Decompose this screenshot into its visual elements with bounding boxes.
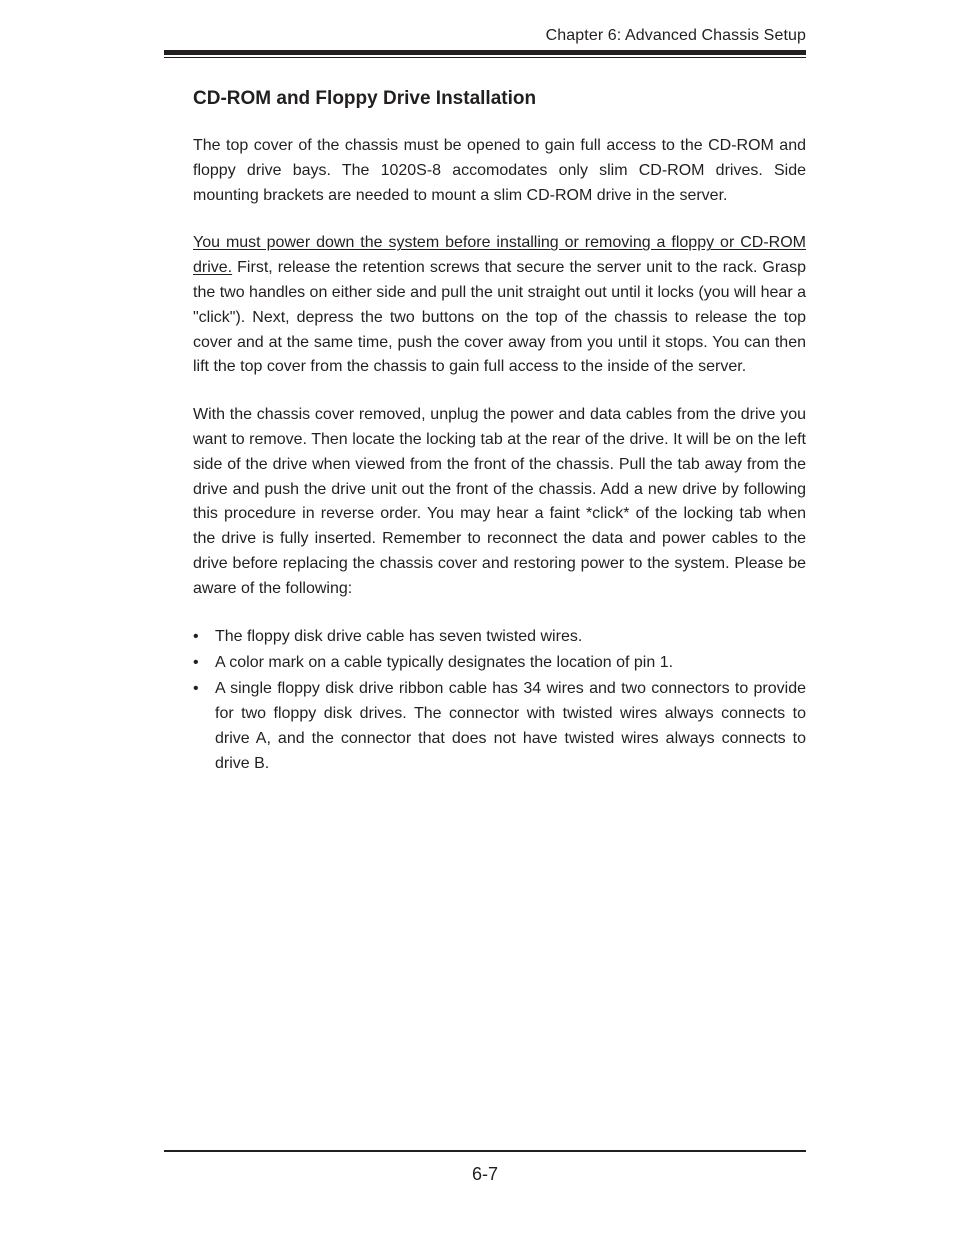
removal-steps: First, release the retention screws that secure the server unit to the rack. Grasp the two handles on either side and pull the unit straight out until it locks (you will hear a "click"). Next, depress the two buttons on the top of the chassis to release the top cover and at the same time, push the cover away from you until it stops. You can then lift the top cover from the chassis to gain full access to the inside of the server. [193,259,806,376]
notes-list [193,625,806,777]
bullet-icon: • [193,627,199,645]
list-item [193,677,806,776]
list-item-text: A color mark on a cable typically designates the location of pin 1. [215,653,674,671]
footer-rule [164,1150,806,1152]
page-number: 6-7 [471,1164,498,1184]
paragraph-cover-access: The top cover of the chassis must be opened to gain full access to the CD-ROM and floppy drive bays. The 1020S-8 accomodates only slim CD-ROM drives. Side mounting brackets are needed to mount a slim CD-ROM drive in the server. [193,137,806,204]
header-rule-thin [164,57,806,58]
bullet-icon: • [193,680,199,698]
paragraph-drive-replacement: With the chassis cover removed, unplug the power and data cables from the drive you want to remove. Then locate the locking tab at the rear of the drive. It will be on the left side of the drive when viewed from the front of the chassis. Pull the tab away from the drive and push the drive unit out the front of the chassis. Add a new drive by following this procedure in reverse order. You may hear a faint *click* of the locking tab when the drive is fully inserted. Remember to reconnect the data and power cables to the drive before replacing the chassis cover and restoring power to the system. Please be aware of the following: [193,406,806,597]
paragraph-removal-procedure [193,231,806,380]
list-item-text: The floppy disk drive cable has seven twisted wires. [215,627,583,645]
chapter-header: Chapter 6: Advanced Chassis Setup [545,27,806,44]
page-content [193,86,806,778]
header-rule-thick [164,50,806,55]
list-item [193,625,806,650]
section-title: CD-ROM and Floppy Drive Installation [193,88,537,109]
bullet-icon: • [193,653,199,671]
list-item-text: A single floppy disk drive ribbon cable has 34 wires and two connectors to provide for two floppy disk drives. The connector with twisted wires always connects to drive A, and the connector that does not have twisted wires always connects to drive B. [215,680,806,772]
list-item [193,651,806,676]
power-down-warning: You must power down the system before installing or removing a floppy or CD-ROM drive. [193,234,806,277]
